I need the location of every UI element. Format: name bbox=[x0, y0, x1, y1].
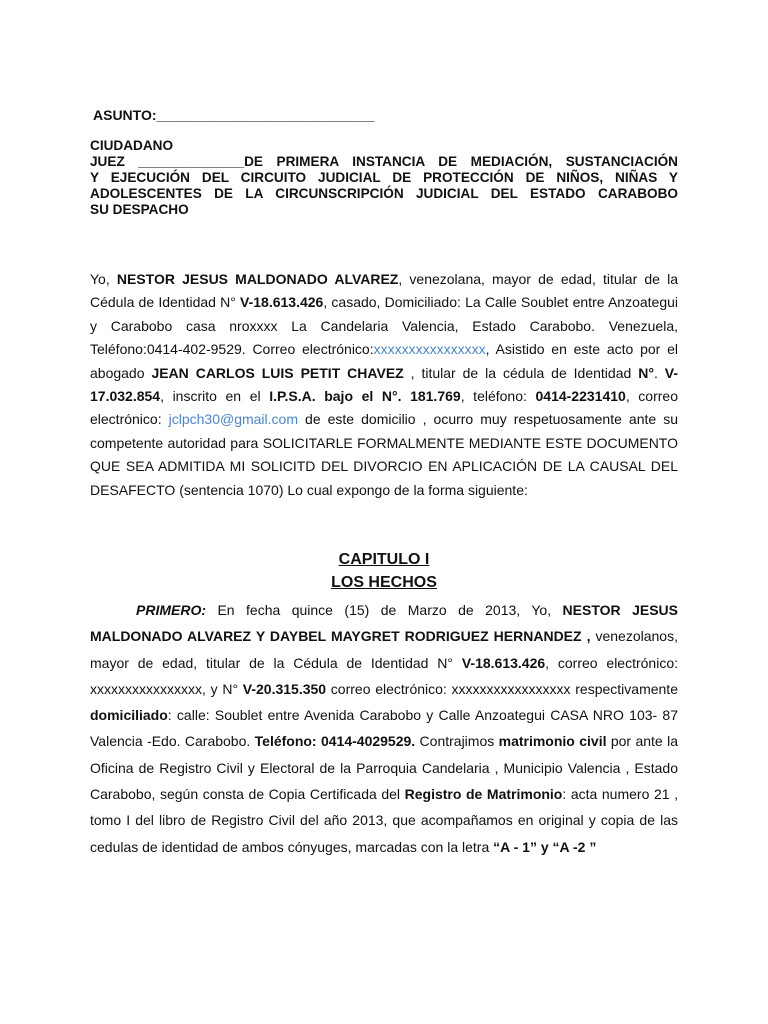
chapter-subtitle: LOS HECHOS bbox=[331, 574, 437, 591]
intro-paragraph bbox=[90, 268, 678, 502]
lawyer-ipsa: I.P.S.A. bajo el N°. 181.769 bbox=[269, 388, 461, 405]
domicile-label: domiciliado bbox=[90, 707, 168, 724]
addressee-jurisdiction-line: ADOLESCENTES DE LA CIRCUNSCRIPCIÓN JUDICIAL DEL ESTADO CARABOBO bbox=[90, 186, 678, 201]
facts-text: : acta numero 21 , tomo I del libro de Registro Civil del año 2013, que acompañamos en original y copia de las cedulas de identidad de ambos cónyuges, marcadas con la letra bbox=[90, 786, 678, 855]
civil-marriage-label: matrimonio civil bbox=[498, 733, 607, 750]
spouse2-id: V-20.315.350 bbox=[242, 680, 327, 697]
addressee-court-line: Y EJECUCIÓN DEL CIRCUITO JUDICIAL DE PROTECCIÓN DE NIÑOS, NIÑAS Y bbox=[90, 170, 678, 185]
facts-text: En fecha quince (15) de Marzo de 2013, Yo, bbox=[206, 602, 563, 618]
intro-text: , casado, Domiciliado: La Calle Soublet entre Anzoategui y Carabobo casa nroxxxx La Candelaria Valencia, Estado Carabobo. Venezuela, Teléfono:0414-402-9529. Correo electrónico: bbox=[90, 294, 678, 358]
petitioner-name: NESTOR JESUS MALDONADO ALVAREZ bbox=[116, 271, 399, 287]
intro-text: , Asistido en este acto por el abogado bbox=[90, 341, 678, 381]
marriage-registry-label: Registro de Matrimonio bbox=[404, 786, 563, 803]
lawyer-email-link[interactable]: jclpch30@gmail.com bbox=[168, 411, 298, 428]
intro-text: , teléfono: bbox=[460, 388, 536, 405]
facts-text: correo electrónico: xxxxxxxxxxxxxxxxx respectivamente bbox=[326, 680, 678, 697]
addressee-block bbox=[90, 138, 678, 218]
intro-text: , venezolana, mayor de edad, titular de la Cédula de Identidad N° bbox=[90, 271, 678, 311]
facts-text: venezolanos, mayor de edad, titular de la Cédula de Identidad N° bbox=[90, 628, 678, 671]
facts-text: por ante la Oficina de Registro Civil y Electoral de la Parroquia Candelaria , Municipio Valencia , Estado Carabobo, según consta de Copia Certificada del bbox=[90, 733, 678, 803]
lawyer-name: JEAN CARLOS LUIS PETIT CHAVEZ bbox=[151, 364, 404, 381]
spouses-names: NESTOR JESUS MALDONADO ALVAREZ Y DAYBEL MAYGRET RODRIGUEZ HERNANDEZ , bbox=[90, 602, 678, 645]
spouses-phone: Teléfono: 0414-4029529. bbox=[254, 733, 416, 750]
intro-text: , correo electrónico: bbox=[90, 388, 678, 428]
subject-line: ASUNTO:____________________________ bbox=[93, 107, 375, 123]
facts-text: Contrajimos bbox=[415, 733, 499, 750]
lawyer-phone: 0414-2231410 bbox=[535, 388, 626, 405]
lawyer-id: V-17.032.854 bbox=[90, 364, 678, 405]
chapter-heading bbox=[90, 548, 678, 594]
intro-text: , titular de la cédula de Identidad bbox=[403, 364, 639, 381]
addressee-judge-line: JUEZ ______________DE PRIMERA INSTANCIA DE MEDIACIÓN, SUSTANCIACIÓN bbox=[90, 154, 678, 169]
intro-text: de este domicilio , ocurro muy respetuosamente ante su competente autoridad para SOLICITARLE FORMALMENTE MEDIANTE ESTE DOCUMENTO QUE SEA ADMITIDA MI SOLICITD DEL DIVORCIO EN APLICACIÓN DE LA CAUSAL DEL DESAFECTO (sentencia 1070) Lo cual expongo de la forma siguiente: bbox=[90, 411, 678, 498]
spouse1-id: V-18.613.426 bbox=[461, 654, 546, 671]
exhibit-letters: “A - 1” y “A -2 ” bbox=[493, 838, 597, 855]
intro-text: , inscrito en el bbox=[160, 388, 270, 405]
petitioner-id: V-18.613.426 bbox=[240, 294, 324, 311]
intro-text: Yo, bbox=[90, 271, 117, 287]
facts-paragraph bbox=[90, 597, 678, 860]
intro-text: . bbox=[653, 364, 665, 381]
facts-text: : calle: Soublet entre Avenida Carabobo y Calle Anzoategui CASA NRO 103- 87 Valencia -Edo. Carabobo. bbox=[90, 707, 678, 750]
first-fact-label: PRIMERO: bbox=[136, 602, 206, 618]
addressee-office: SU DESPACHO bbox=[90, 202, 189, 217]
petitioner-email-link[interactable]: xxxxxxxxxxxxxxxx bbox=[373, 341, 486, 358]
chapter-title: CAPITULO I bbox=[338, 551, 430, 568]
facts-text: , correo electrónico: xxxxxxxxxxxxxxxx, y N° bbox=[90, 654, 678, 697]
addressee-title: CIUDADANO bbox=[90, 138, 174, 153]
id-number-label: N° bbox=[638, 364, 654, 381]
